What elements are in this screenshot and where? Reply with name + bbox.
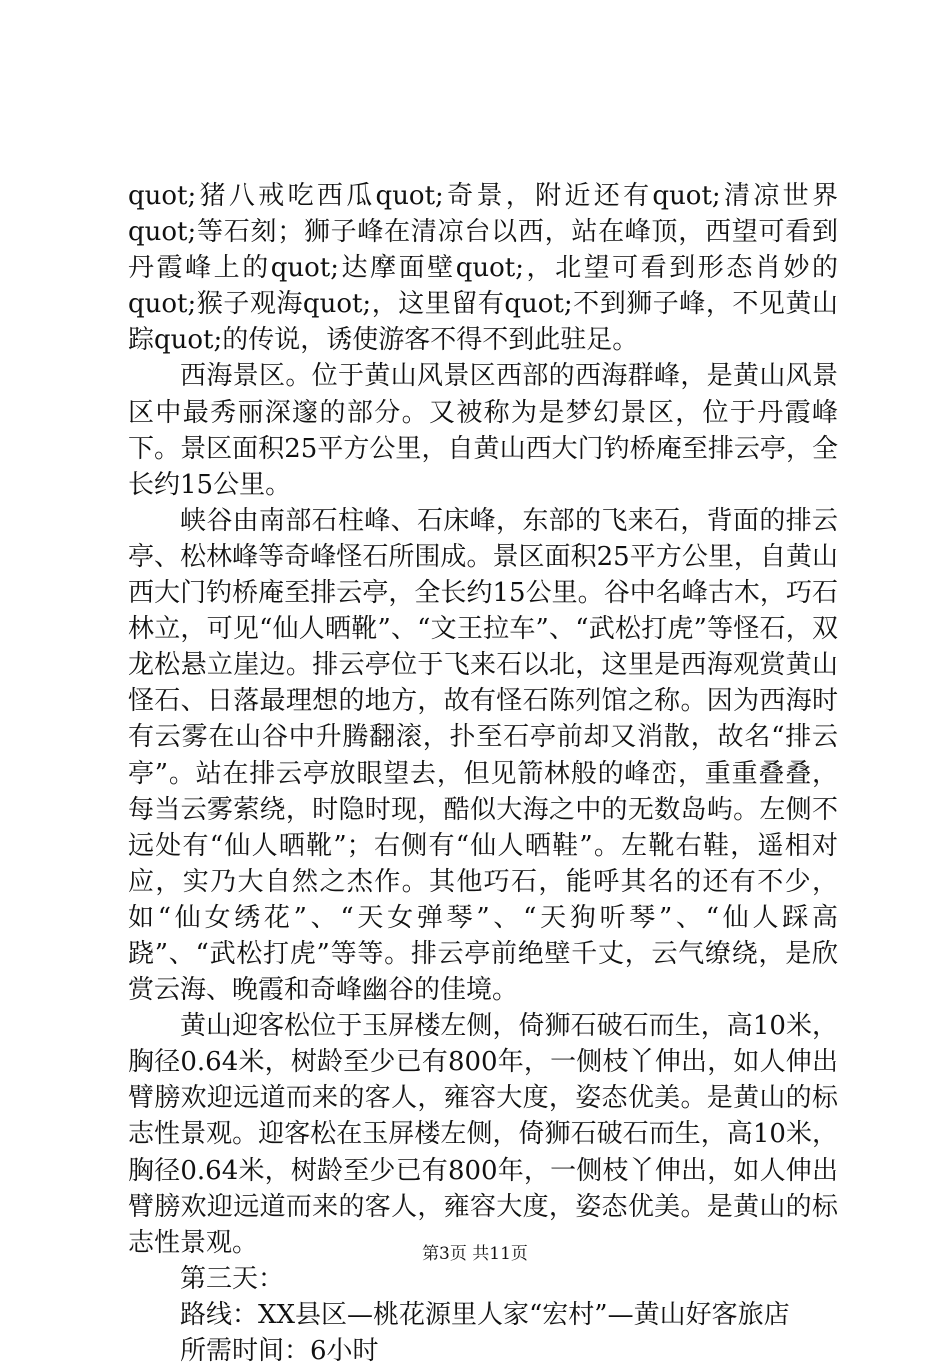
paragraph-duration: 所需时间：6小时 <box>180 1336 379 1366</box>
paragraph-canyon: 峡谷由南部石柱峰、石床峰，东部的飞来石，背面的排云亭、松林峰等奇峰怪石所围成。景区面积25平方公里，自黄山西大门钓桥庵至排云亭，全长约15公里。谷中名峰古木，巧石林立，可见“仙人晒靴”、“文王拉车”、“武松打虎”等怪石，双龙松悬立崖边。排云亭位于飞来石以北，这里是西海观赏黄山怪石、日落最理想的地方，故有怪石陈列馆之称。因为西海时有云雾在山谷中升腾翻滚，扑至石亭前却又消散，故名“排云亭”。站在排云亭放眼望去，但见箭林般的峰峦，重重叠叠，每当云雾萦绕，时隐时现，酷似大海之中的无数岛屿。左侧不远处有“仙人晒靴”；右侧有“仙人晒鞋”。左靴右鞋，遥相对应，实乃大自然之杰作。其他巧石，能呼其名的还有不少，如“仙女绣花”、“天女弹琴”、“天狗听琴”、“仙人踩高跷”、“武松打虎”等等。排云亭前绝壁千丈，云气缭绕，是欣赏云海、晚霞和奇峰幽谷的佳境。 <box>128 505 838 1006</box>
document-body <box>128 178 838 1369</box>
paragraph-welcoming-pine: 黄山迎客松位于玉屏楼左侧，倚狮石破石而生，高10米，胸径0.64米，树龄至少已有800年，一侧枝丫伸出，如人伸出臂膀欢迎远道而来的客人，雍容大度，姿态优美。是黄山的标志性景观。迎客松在玉屏楼左侧，倚狮石破石而生，高10米，胸径0.64米，树龄至少已有800年，一侧枝丫伸出，如人伸出臂膀欢迎远道而来的客人，雍容大度，姿态优美。是黄山的标志性景观。 <box>128 1011 838 1258</box>
paragraph-day-three: 第三天： <box>180 1263 285 1294</box>
page-number-footer: 第3页 共11页 <box>422 1244 528 1264</box>
paragraph-shizifeng: quot;猪八戒吃西瓜quot;奇景，附近还有quot;清凉世界quot;等石刻；狮子峰在清凉台以西，站在峰顶，西望可看到丹霞峰上的quot;达摩面壁quot;，北望可看到形态肖妙的quot;猴子观海quot;，这里留有quot;不到狮子峰，不见黄山踪quot;的传说，诱使游客不得不到此驻足。 <box>128 181 838 356</box>
paragraph-xihai-scenic-area: 西海景区。位于黄山风景区西部的西海群峰，是黄山风景区中最秀丽深邃的部分。又被称为是梦幻景区，位于丹霞峰下。景区面积25平方公里，自黄山西大门钓桥庵至排云亭，全长约15公里。 <box>128 361 838 500</box>
paragraph-route: 路线：XX县区—桃花源里人家“宏村”—黄山好客旅店 <box>180 1299 790 1330</box>
